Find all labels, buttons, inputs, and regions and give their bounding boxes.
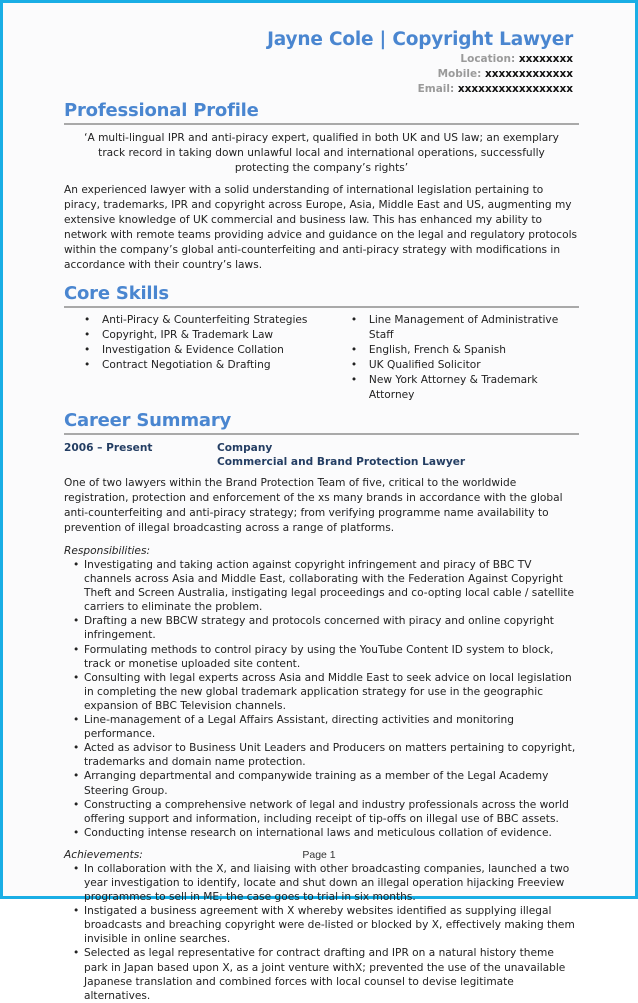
job-company: Company bbox=[217, 442, 273, 454]
contact-email bbox=[267, 82, 573, 97]
contact-value: xxxxxxxxxxxxx bbox=[484, 68, 573, 80]
section-title-career: Career Summary bbox=[64, 409, 579, 435]
job-role: Commercial and Brand Protection Lawyer bbox=[217, 456, 466, 468]
contact-location bbox=[267, 52, 573, 67]
skill-item: • New York Attorney & Trademark Attorney bbox=[350, 374, 538, 401]
responsibility-item: • Drafting a new BBCW strategy and protocols concerned with piracy and online copyright infringement. bbox=[73, 615, 554, 642]
achievements-label: Achievements: bbox=[64, 848, 143, 861]
job-dates: 2006 – Present bbox=[64, 442, 153, 454]
skill-item: • Line Management of Administrative Staff bbox=[350, 314, 559, 341]
responsibilities-label: Responsibilities: bbox=[64, 545, 151, 557]
resume-content bbox=[64, 99, 579, 1003]
section-title-profile: Professional Profile bbox=[64, 99, 579, 125]
achievement-item: • Instigated a business agreement with X whereby websites identified as supplying illegal broadcasts and breaching copyright were de-listed or blocked by X, effectively making them invisible in online searches. bbox=[73, 905, 575, 946]
page-number: Page 1 bbox=[302, 849, 336, 861]
skill-item: • Anti-Piracy & Counterfeiting Strategies bbox=[84, 314, 308, 326]
responsibilities-list bbox=[64, 558, 579, 840]
bullet-icon: • bbox=[73, 826, 80, 839]
skill-item: • English, French & Spanish bbox=[350, 344, 506, 356]
contact-label: Location: bbox=[460, 53, 516, 65]
profile-summary: An experienced lawyer with a solid understanding of international legislation pertaining to piracy, trademarks, IPR and copyright across Europe, Asia, Middle East and US, augmenting my extensive knowledge of UK commercial and business law. This has enhanced my ability to network with remote teams providing advice and guidance on the legal and regulatory protocols within the company’s global anti-counterfeiting and anti-piracy strategy with modifications in accordance with their country’s laws. bbox=[64, 184, 578, 271]
bullet-icon: • bbox=[350, 359, 358, 371]
job-description: One of two lawyers within the Brand Protection Team of five, critical to the worldwide registration, protection and enforcement of the xs many brands in accordance with the global anti-counterfeiting and anti-piracy strategy; from verifying programme name availability to prevention of illegal broadcasting across a range of platforms. bbox=[64, 477, 563, 534]
bullet-icon: • bbox=[84, 329, 91, 341]
skills-column-1 bbox=[64, 313, 331, 403]
responsibility-item: • Consulting with legal experts across Asia and Middle East to seek advice on local legislation in completing the new global trademark application strategy for use in the geographic expansion of BBC Television channels. bbox=[73, 671, 572, 712]
contact-value: xxxxxxxx bbox=[518, 53, 573, 65]
skills-column-2 bbox=[331, 313, 579, 403]
responsibility-item: • Investigating and taking action against copyright infringement and piracy of BBC TV channels across Asia and Middle East, collaborating with the Federation Against Copyright Theft and Screen Australia, instigating legal proceedings and co-opting local cable / satellite carriers to eliminate the problem. bbox=[73, 559, 574, 614]
bullet-icon: • bbox=[73, 742, 80, 755]
skill-item: • Contract Negotiation & Drafting bbox=[84, 359, 271, 371]
job-info bbox=[217, 441, 465, 469]
achievement-item: • In collaboration with the X, and liaising with other broadcasting companies, launched a two year investigation to identify, locate and shut down an illegal operation hijacking Freeview programmes to sell in ME; the case goes to trial in six months. bbox=[73, 862, 570, 904]
contact-label: Mobile: bbox=[437, 68, 482, 80]
achievement-item: • Selected as legal representative for contract drafting and IPR on a natural history theme park in Japan based upon X, as a joint venture withX; prevented the use of the unavailable Japanese translation and combined forces with local counsel to devise legitimate alternatives. bbox=[73, 947, 566, 1002]
bullet-icon: • bbox=[73, 770, 80, 783]
bullet-icon: • bbox=[73, 714, 80, 727]
section-title-skills: Core Skills bbox=[64, 282, 579, 308]
bullet-icon: • bbox=[350, 344, 358, 356]
responsibility-item: • Acted as advisor to Business Unit Leaders and Producers on matters pertaining to copyright, trademarks and domain name protection. bbox=[73, 742, 576, 769]
bullet-icon: • bbox=[73, 905, 80, 918]
contact-label: Email: bbox=[417, 83, 455, 95]
bullet-icon: • bbox=[73, 643, 80, 656]
bullet-icon: • bbox=[73, 671, 80, 684]
bullet-icon: • bbox=[73, 798, 80, 811]
contact-value: xxxxxxxxxxxxxxxxx bbox=[457, 83, 573, 95]
bullet-icon: • bbox=[73, 947, 80, 960]
skill-item: • Copyright, IPR & Trademark Law bbox=[84, 329, 274, 341]
bullet-icon: • bbox=[350, 374, 358, 386]
responsibility-item: • Formulating methods to control piracy by using the YouTube Content ID system to block, track or monetise uploaded site content. bbox=[73, 643, 554, 670]
resume-header bbox=[267, 28, 573, 97]
skills-list bbox=[64, 313, 579, 403]
bullet-icon: • bbox=[84, 359, 91, 371]
bullet-icon: • bbox=[350, 314, 358, 326]
responsibility-item: • Constructing a comprehensive network of legal and industry professionals across the world offering support and information, including receipt of tip-offs on illegal use of BBC assets. bbox=[73, 798, 569, 825]
name-title: Jayne Cole | Copyright Lawyer bbox=[267, 29, 573, 50]
bullet-icon: • bbox=[84, 344, 91, 356]
achievements-list bbox=[64, 862, 579, 1003]
skill-item: • Investigation & Evidence Collation bbox=[84, 344, 284, 356]
responsibility-item: • Arranging departmental and companywide training as a member of the Legal Academy Steering Group. bbox=[73, 770, 549, 797]
job-header bbox=[64, 441, 579, 469]
skill-item: • UK Qualified Solicitor bbox=[350, 359, 481, 371]
bullet-icon: • bbox=[73, 615, 80, 628]
profile-quote: ‘A multi-lingual IPR and anti-piracy expert, qualified in both UK and US law; an exemplary track record in taking down unlawful local and international operations, successfully protecting the company’s rights’ bbox=[84, 132, 559, 174]
bullet-icon: • bbox=[73, 862, 80, 875]
responsibility-item: • Line-management of a Legal Affairs Assistant, directing activities and monitoring performance. bbox=[73, 714, 514, 741]
contact-mobile bbox=[267, 67, 573, 82]
responsibility-item: • Conducting intense research on international laws and meticulous collation of evidence. bbox=[73, 826, 552, 839]
bullet-icon: • bbox=[73, 559, 80, 571]
bullet-icon: • bbox=[84, 314, 91, 326]
